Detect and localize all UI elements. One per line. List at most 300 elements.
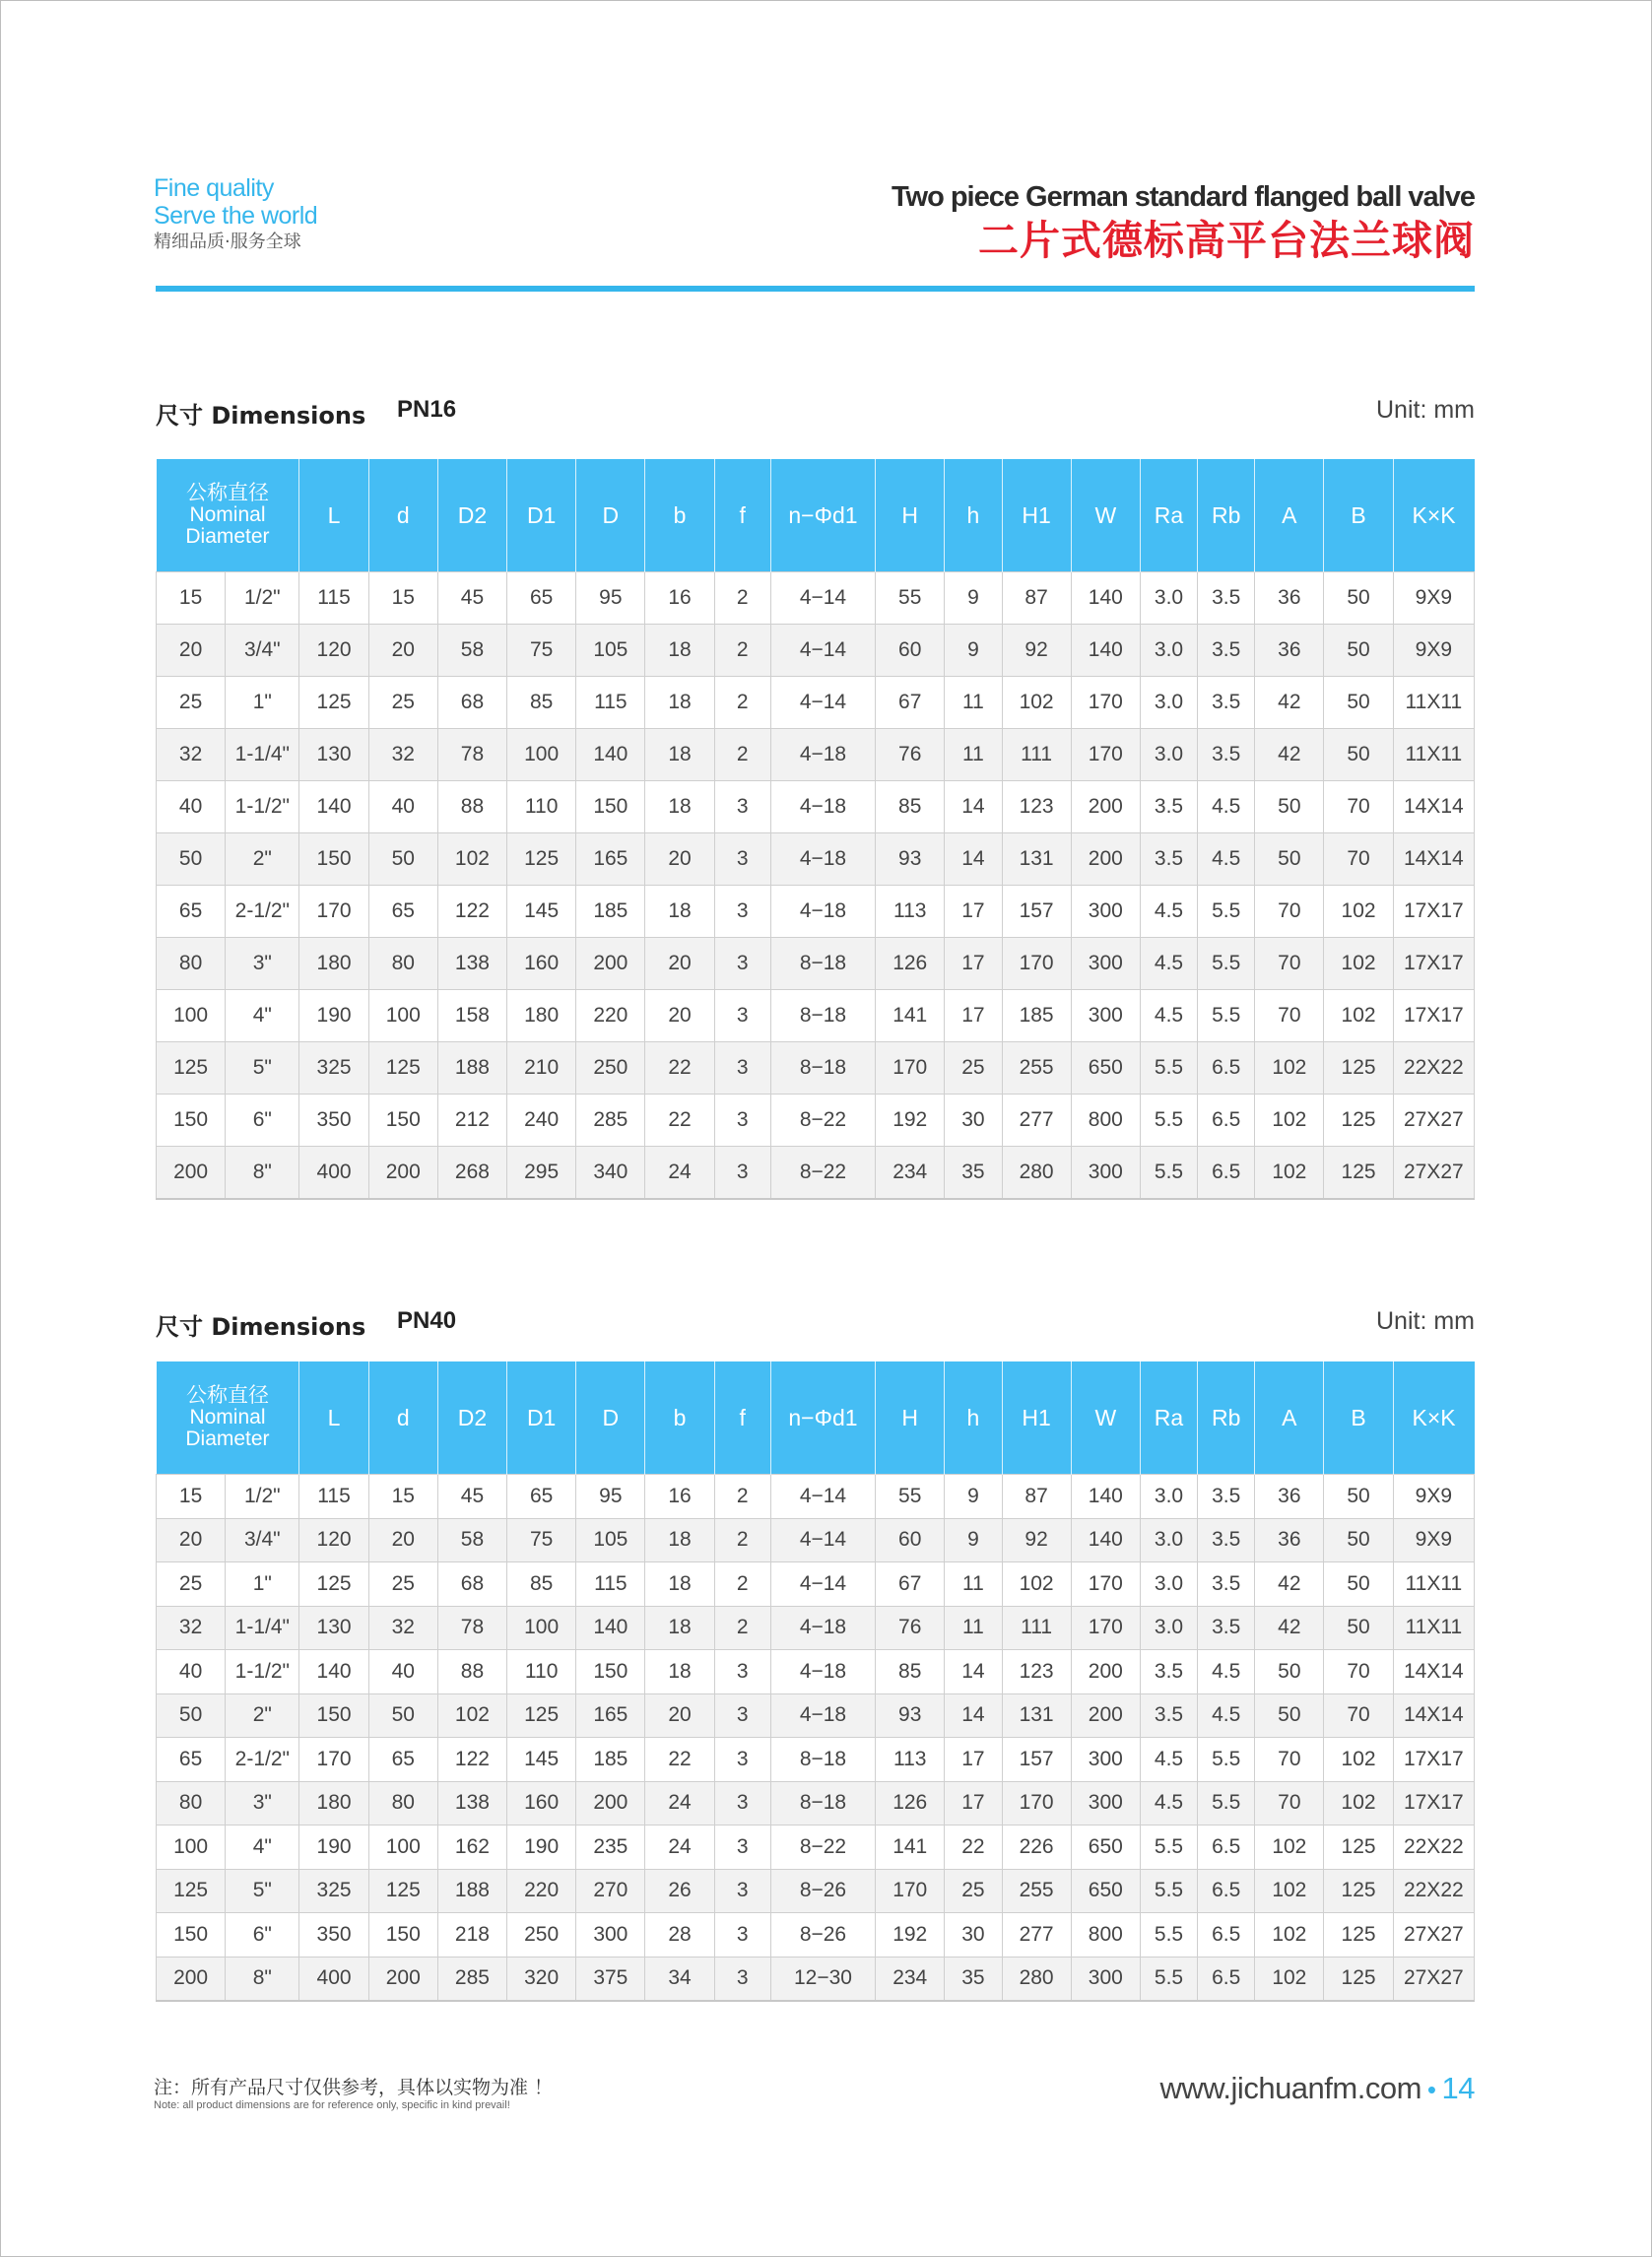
- table-cell: 105: [576, 1518, 645, 1562]
- table-cell: 20: [368, 1518, 437, 1562]
- col-L: L: [299, 459, 368, 572]
- table-cell: 27X27: [1393, 1913, 1474, 1958]
- table-cell: 2: [714, 1518, 770, 1562]
- table-cell: 4": [226, 1826, 299, 1870]
- table-cell: 70: [1324, 1693, 1393, 1738]
- table-cell: 131: [1002, 833, 1071, 886]
- table-cell: 126: [876, 938, 945, 990]
- table-cell: 1-1/2": [226, 781, 299, 833]
- table-cell: 50: [1324, 625, 1393, 677]
- table-cell: 150: [576, 781, 645, 833]
- table-row: [157, 1606, 1475, 1650]
- table-cell: 140: [576, 1606, 645, 1650]
- table-cell: 122: [437, 886, 506, 938]
- table-cell: 185: [576, 1738, 645, 1782]
- table-cell: 17X17: [1393, 938, 1474, 990]
- table-cell: 20: [645, 1693, 714, 1738]
- table-cell: 300: [576, 1913, 645, 1958]
- table-row: [157, 677, 1475, 729]
- table-cell: 180: [299, 938, 368, 990]
- table-cell: 20: [157, 1518, 226, 1562]
- table-cell: 170: [299, 886, 368, 938]
- table-cell: 95: [576, 572, 645, 625]
- table-cell: 125: [157, 1042, 226, 1095]
- table-cell: 190: [299, 990, 368, 1042]
- table-cell: 34: [645, 1957, 714, 2001]
- table-cell: 22: [645, 1738, 714, 1782]
- table-cell: 50: [1255, 833, 1324, 886]
- table-cell: 8−18: [770, 990, 875, 1042]
- table-cell: 150: [299, 1693, 368, 1738]
- table-cell: 14X14: [1393, 1693, 1474, 1738]
- table-cell: 3.0: [1140, 677, 1197, 729]
- table-cell: 18: [645, 781, 714, 833]
- table-cell: 130: [299, 729, 368, 781]
- table-cell: 70: [1255, 990, 1324, 1042]
- table-cell: 18: [645, 886, 714, 938]
- table-row: [157, 1042, 1475, 1095]
- table-row: [157, 938, 1475, 990]
- table-cell: 277: [1002, 1913, 1071, 1958]
- table-cell: 3: [714, 1147, 770, 1199]
- table-cell: 3.5: [1198, 1562, 1255, 1607]
- table-row: [157, 1693, 1475, 1738]
- table-cell: 25: [157, 677, 226, 729]
- table-cell: 36: [1255, 1475, 1324, 1519]
- table-cell: 3.5: [1198, 729, 1255, 781]
- table-cell: 20: [157, 625, 226, 677]
- table-cell: 45: [437, 572, 506, 625]
- col-h: h: [945, 1361, 1002, 1475]
- table-cell: 18: [645, 1562, 714, 1607]
- table-cell: 102: [1324, 938, 1393, 990]
- table-cell: 15: [368, 1475, 437, 1519]
- table-cell: 18: [645, 677, 714, 729]
- table-cell: 145: [507, 1738, 576, 1782]
- table-cell: 130: [299, 1606, 368, 1650]
- table-cell: 3: [714, 1650, 770, 1694]
- table-cell: 85: [876, 781, 945, 833]
- table-cell: 400: [299, 1957, 368, 2001]
- table-cell: 42: [1255, 1562, 1324, 1607]
- table-cell: 1-1/4": [226, 1606, 299, 1650]
- table-row: [157, 886, 1475, 938]
- page-title: [892, 180, 1475, 265]
- section-head-pn40: [156, 1307, 1475, 1347]
- table-cell: 65: [157, 886, 226, 938]
- table-cell: 140: [299, 1650, 368, 1694]
- table-cell: 50: [1324, 1562, 1393, 1607]
- table-cell: 50: [368, 833, 437, 886]
- table-cell: 4.5: [1198, 781, 1255, 833]
- col-f: f: [714, 1361, 770, 1475]
- table-cell: 36: [1255, 1518, 1324, 1562]
- table-cell: 30: [945, 1095, 1002, 1147]
- brand-line-1: Fine quality: [154, 174, 274, 202]
- table-cell: 300: [1071, 1957, 1140, 2001]
- table-cell: 3.5: [1198, 572, 1255, 625]
- dimensions-table-pn16: [156, 459, 1475, 1200]
- table-cell: 4−18: [770, 833, 875, 886]
- table-cell: 2: [714, 677, 770, 729]
- separator-dot: •: [1426, 2075, 1436, 2104]
- table-row: [157, 729, 1475, 781]
- table-cell: 200: [1071, 781, 1140, 833]
- table-cell: 9: [945, 625, 1002, 677]
- table-cell: 65: [368, 886, 437, 938]
- table-cell: 18: [645, 1650, 714, 1694]
- table-cell: 11: [945, 1606, 1002, 1650]
- table-cell: 24: [645, 1781, 714, 1826]
- table-cell: 140: [1071, 1475, 1140, 1519]
- table-cell: 113: [876, 886, 945, 938]
- table-cell: 2-1/2": [226, 1738, 299, 1782]
- table-cell: 6": [226, 1913, 299, 1958]
- footer-website-page: [1159, 2071, 1475, 2106]
- table-cell: 200: [157, 1147, 226, 1199]
- col-n-d1: n−Φd1: [770, 1361, 875, 1475]
- table-cell: 3.5: [1140, 833, 1197, 886]
- table-cell: 5.5: [1198, 938, 1255, 990]
- table-cell: 123: [1002, 1650, 1071, 1694]
- brand-slogan: [154, 174, 317, 255]
- table-cell: 20: [368, 625, 437, 677]
- col-A: A: [1255, 459, 1324, 572]
- table-cell: 1": [226, 677, 299, 729]
- table-cell: 3.5: [1140, 1650, 1197, 1694]
- table-cell: 16: [645, 1475, 714, 1519]
- table-cell: 125: [299, 677, 368, 729]
- title-chinese: 二片式德标高平台法兰球阀: [978, 217, 1475, 264]
- table-cell: 210: [507, 1042, 576, 1095]
- table-cell: 17: [945, 938, 1002, 990]
- table-cell: 2: [714, 729, 770, 781]
- table-cell: 110: [507, 1650, 576, 1694]
- col-W: W: [1071, 459, 1140, 572]
- table-cell: 25: [157, 1562, 226, 1607]
- table-row: [157, 1650, 1475, 1694]
- table-cell: 102: [1255, 1913, 1324, 1958]
- table-cell: 131: [1002, 1693, 1071, 1738]
- table-cell: 102: [1255, 1869, 1324, 1913]
- table-cell: 3/4": [226, 1518, 299, 1562]
- table-cell: 70: [1255, 1781, 1324, 1826]
- table-cell: 3: [714, 1781, 770, 1826]
- table-cell: 25: [945, 1869, 1002, 1913]
- table-cell: 111: [1002, 1606, 1071, 1650]
- table-cell: 3.0: [1140, 625, 1197, 677]
- table-cell: 9: [945, 572, 1002, 625]
- table-cell: 3: [714, 781, 770, 833]
- table-cell: 150: [157, 1913, 226, 1958]
- table-cell: 3: [714, 1869, 770, 1913]
- table-cell: 4−14: [770, 625, 875, 677]
- table-cell: 200: [576, 938, 645, 990]
- table-cell: 110: [507, 781, 576, 833]
- table-cell: 50: [1324, 572, 1393, 625]
- table-cell: 102: [1255, 1957, 1324, 2001]
- table-cell: 11X11: [1393, 677, 1474, 729]
- table-cell: 5.5: [1140, 1042, 1197, 1095]
- table-cell: 92: [1002, 625, 1071, 677]
- table-cell: 125: [1324, 1095, 1393, 1147]
- col-d: d: [368, 1361, 437, 1475]
- col-d: d: [368, 459, 437, 572]
- table-cell: 6.5: [1198, 1147, 1255, 1199]
- table-cell: 100: [507, 1606, 576, 1650]
- table-cell: 235: [576, 1826, 645, 1870]
- table-cell: 125: [299, 1562, 368, 1607]
- table-cell: 138: [437, 938, 506, 990]
- table-cell: 115: [299, 572, 368, 625]
- table-cell: 150: [299, 833, 368, 886]
- table-cell: 93: [876, 1693, 945, 1738]
- table-cell: 300: [1071, 990, 1140, 1042]
- table-cell: 5.5: [1198, 886, 1255, 938]
- table-cell: 220: [576, 990, 645, 1042]
- table-cell: 3: [714, 886, 770, 938]
- table-cell: 60: [876, 625, 945, 677]
- table-cell: 18: [645, 625, 714, 677]
- table-cell: 58: [437, 625, 506, 677]
- table-cell: 192: [876, 1913, 945, 1958]
- table-cell: 4−14: [770, 1562, 875, 1607]
- table-cell: 93: [876, 833, 945, 886]
- table-cell: 2: [714, 1606, 770, 1650]
- table-row: [157, 1781, 1475, 1826]
- table-cell: 88: [437, 1650, 506, 1694]
- table-cell: 157: [1002, 1738, 1071, 1782]
- table-cell: 67: [876, 677, 945, 729]
- table-cell: 140: [1071, 572, 1140, 625]
- table-row: [157, 1913, 1475, 1958]
- col-H: H: [876, 1361, 945, 1475]
- table-cell: 240: [507, 1095, 576, 1147]
- table-cell: 122: [437, 1738, 506, 1782]
- table-cell: 1-1/4": [226, 729, 299, 781]
- table-cell: 102: [1255, 1042, 1324, 1095]
- col-H1: H1: [1002, 459, 1071, 572]
- table-cell: 3: [714, 833, 770, 886]
- table-cell: 17: [945, 990, 1002, 1042]
- table-cell: 126: [876, 1781, 945, 1826]
- table-cell: 14X14: [1393, 833, 1474, 886]
- table-cell: 27X27: [1393, 1957, 1474, 2001]
- table-row: [157, 1475, 1475, 1519]
- col-f: f: [714, 459, 770, 572]
- table-cell: 340: [576, 1147, 645, 1199]
- table-cell: 157: [1002, 886, 1071, 938]
- note-english: Note: all product dimensions are for reference only, specific in kind prevail!: [154, 2099, 510, 2111]
- table-cell: 113: [876, 1738, 945, 1782]
- table-cell: 11: [945, 677, 1002, 729]
- table-cell: 3.5: [1140, 781, 1197, 833]
- table-cell: 22: [945, 1826, 1002, 1870]
- table-cell: 3.0: [1140, 1518, 1197, 1562]
- table-cell: 200: [157, 1957, 226, 2001]
- table-cell: 325: [299, 1042, 368, 1095]
- table-cell: 188: [437, 1869, 506, 1913]
- brand-line-3: 精细品质·服务全球: [154, 232, 301, 252]
- table-cell: 192: [876, 1095, 945, 1147]
- table-cell: 70: [1324, 781, 1393, 833]
- col-nominal-diameter: 公称直径 Nominal Diameter: [157, 1361, 299, 1475]
- table-cell: 250: [507, 1913, 576, 1958]
- table-cell: 6.5: [1198, 1913, 1255, 1958]
- table-cell: 78: [437, 1606, 506, 1650]
- table-cell: 27X27: [1393, 1095, 1474, 1147]
- table-cell: 218: [437, 1913, 506, 1958]
- table-cell: 8": [226, 1957, 299, 2001]
- dimensions-label: 尺寸 Dimensions: [156, 1313, 366, 1341]
- table-cell: 170: [1071, 1606, 1140, 1650]
- table-cell: 15: [368, 572, 437, 625]
- table-cell: 5.5: [1198, 1781, 1255, 1826]
- table-cell: 1": [226, 1562, 299, 1607]
- table-row: [157, 1518, 1475, 1562]
- table-cell: 4−14: [770, 1475, 875, 1519]
- table-cell: 32: [157, 729, 226, 781]
- brand-line-2: Serve the world: [154, 202, 318, 230]
- table-cell: 80: [368, 1781, 437, 1826]
- table-cell: 650: [1071, 1869, 1140, 1913]
- table-cell: 300: [1071, 1738, 1140, 1782]
- table-cell: 140: [1071, 625, 1140, 677]
- section-head-pn16: [156, 396, 1475, 435]
- table-cell: 185: [1002, 990, 1071, 1042]
- table-row: [157, 572, 1475, 625]
- table-cell: 234: [876, 1957, 945, 2001]
- table-cell: 85: [507, 677, 576, 729]
- table-cell: 8−18: [770, 1781, 875, 1826]
- table-cell: 17X17: [1393, 1781, 1474, 1826]
- table-cell: 50: [368, 1693, 437, 1738]
- table-cell: 88: [437, 781, 506, 833]
- table-cell: 32: [368, 1606, 437, 1650]
- table-cell: 100: [368, 1826, 437, 1870]
- table-cell: 100: [157, 1826, 226, 1870]
- col-B: B: [1324, 1361, 1393, 1475]
- table-cell: 14: [945, 781, 1002, 833]
- table-cell: 123: [1002, 781, 1071, 833]
- table-cell: 140: [576, 729, 645, 781]
- table-row: [157, 833, 1475, 886]
- table-cell: 50: [157, 1693, 226, 1738]
- table-cell: 50: [157, 833, 226, 886]
- table-cell: 125: [368, 1042, 437, 1095]
- table-cell: 70: [1324, 1650, 1393, 1694]
- dimensions-table-pn40: [156, 1361, 1475, 2002]
- table-cell: 58: [437, 1518, 506, 1562]
- table-cell: 4.5: [1140, 990, 1197, 1042]
- table-cell: 4.5: [1140, 938, 1197, 990]
- col-B: B: [1324, 459, 1393, 572]
- table-cell: 4.5: [1198, 1693, 1255, 1738]
- table-cell: 14X14: [1393, 781, 1474, 833]
- table-cell: 3.5: [1198, 677, 1255, 729]
- table-cell: 102: [437, 833, 506, 886]
- table-cell: 9X9: [1393, 1475, 1474, 1519]
- table-cell: 9: [945, 1518, 1002, 1562]
- table-cell: 17: [945, 886, 1002, 938]
- table-cell: 200: [1071, 1693, 1140, 1738]
- table-cell: 250: [576, 1042, 645, 1095]
- table-cell: 277: [1002, 1095, 1071, 1147]
- table-cell: 20: [645, 990, 714, 1042]
- table-cell: 80: [157, 1781, 226, 1826]
- table-cell: 50: [1255, 1693, 1324, 1738]
- table-row: [157, 1826, 1475, 1870]
- table-cell: 188: [437, 1042, 506, 1095]
- table-cell: 14: [945, 833, 1002, 886]
- table-cell: 165: [576, 833, 645, 886]
- table-cell: 102: [1002, 677, 1071, 729]
- table-cell: 285: [437, 1957, 506, 2001]
- table-cell: 95: [576, 1475, 645, 1519]
- table-cell: 30: [945, 1913, 1002, 1958]
- table-cell: 50: [1324, 1475, 1393, 1519]
- table-cell: 55: [876, 1475, 945, 1519]
- table-cell: 36: [1255, 572, 1324, 625]
- table-cell: 3: [714, 990, 770, 1042]
- table-cell: 87: [1002, 1475, 1071, 1519]
- table-cell: 650: [1071, 1042, 1140, 1095]
- table-cell: 2": [226, 833, 299, 886]
- table-cell: 5": [226, 1042, 299, 1095]
- table-cell: 170: [1002, 1781, 1071, 1826]
- table-row: [157, 1738, 1475, 1782]
- table-cell: 170: [1071, 1562, 1140, 1607]
- table-cell: 170: [1002, 938, 1071, 990]
- table-cell: 4−18: [770, 1650, 875, 1694]
- table-cell: 11: [945, 1562, 1002, 1607]
- col-D: D: [576, 1361, 645, 1475]
- table-cell: 75: [507, 625, 576, 677]
- website-link[interactable]: www.jichuanfm.com: [1159, 2071, 1421, 2105]
- table-cell: 92: [1002, 1518, 1071, 1562]
- table-cell: 5.5: [1140, 1095, 1197, 1147]
- table-cell: 75: [507, 1518, 576, 1562]
- page-number: 14: [1441, 2071, 1475, 2105]
- table-cell: 15: [157, 1475, 226, 1519]
- table-cell: 78: [437, 729, 506, 781]
- table-cell: 190: [299, 1826, 368, 1870]
- table-cell: 120: [299, 625, 368, 677]
- table-cell: 255: [1002, 1042, 1071, 1095]
- table-cell: 185: [576, 886, 645, 938]
- table-cell: 22X22: [1393, 1042, 1474, 1095]
- table-cell: 102: [1002, 1562, 1071, 1607]
- header-rule: [156, 286, 1475, 292]
- table-cell: 3: [714, 1957, 770, 2001]
- table-cell: 8−26: [770, 1869, 875, 1913]
- table-cell: 11X11: [1393, 729, 1474, 781]
- table-cell: 55: [876, 572, 945, 625]
- table-cell: 3: [714, 1826, 770, 1870]
- table-cell: 170: [876, 1042, 945, 1095]
- col-D2: D2: [437, 459, 506, 572]
- table-cell: 141: [876, 1826, 945, 1870]
- table-cell: 8−22: [770, 1095, 875, 1147]
- col-H1: H1: [1002, 1361, 1071, 1475]
- table-cell: 150: [576, 1650, 645, 1694]
- table-cell: 3.0: [1140, 1562, 1197, 1607]
- table-cell: 68: [437, 1562, 506, 1607]
- table-cell: 160: [507, 1781, 576, 1826]
- table-cell: 50: [1255, 781, 1324, 833]
- table-cell: 18: [645, 1518, 714, 1562]
- table-cell: 268: [437, 1147, 506, 1199]
